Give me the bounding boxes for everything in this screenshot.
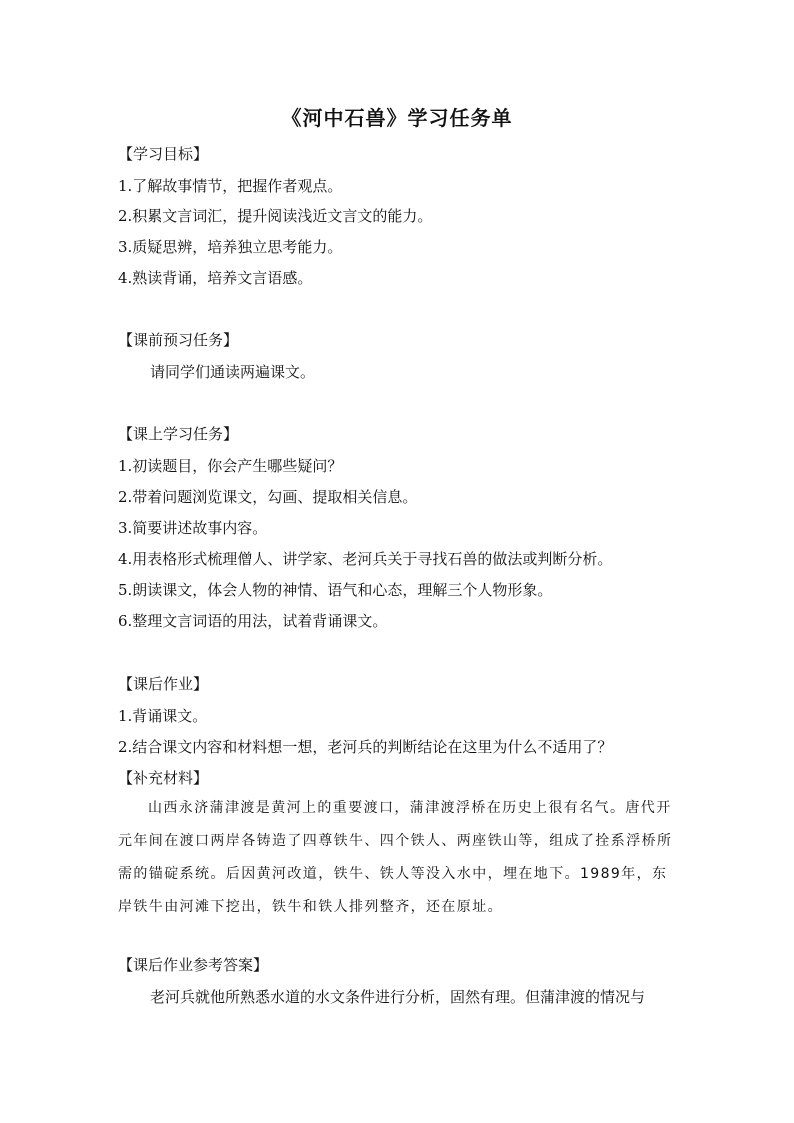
answer-section (118, 987, 688, 1007)
material-paragraph: 山西永济蒲津渡是黄河上的重要渡口，蒲津渡浮桥在历史上很有名气。唐代开元年间在渡口两岸各铸造了四尊铁牛、四个铁人、两座铁山等，组成了拴系浮桥所需的锚碇系统。后因黄河改道，铁牛、铁人等没入水中，埋在地下。1989年，东岸铁牛由河滩下挖出，铁牛和铁人排列整齐，还在原址。 (118, 800, 673, 915)
homework-item: 1.背诵课文。 (118, 707, 208, 725)
goal-item: 2.积累文言词汇，提升阅读浅近文言文的能力。 (118, 207, 433, 225)
homework-heading: 【课后作业】 (118, 675, 209, 693)
inclass-item: 5.朗读课文，体会人物的神情、语气和心态，理解三个人物形象。 (118, 581, 553, 599)
goals-heading: 【学习目标】 (118, 145, 209, 163)
answer-paragraph: 老河兵就他所熟悉水道的水文条件进行分析，固然有理。但蒲津渡的情况与 (150, 988, 646, 1006)
inclass-item: 2.带着问题浏览课文，勾画、提取相关信息。 (118, 488, 418, 506)
goal-item: 4.熟读背诵，培养文言语感。 (118, 269, 313, 287)
inclass-item: 4.用表格形式梳理僧人、讲学家、老河兵关于寻找石兽的做法或判断分析。 (118, 550, 613, 568)
preview-heading: 【课前预习任务】 (118, 331, 239, 349)
homework-item: 2.结合课文内容和材料想一想，老河兵的判断结论在这里为什么不适用了？ (118, 738, 613, 756)
goal-item: 1.了解故事情节，把握作者观点。 (118, 177, 343, 195)
page-title: 《河中石兽》学习任务单 (281, 106, 513, 130)
material-heading: 【补充材料】 (118, 769, 209, 787)
goal-item: 3.质疑思辨，培养独立思考能力。 (118, 238, 343, 256)
inclass-item: 1.初读题目，你会产生哪些疑问？ (118, 457, 343, 475)
inclass-item: 3.简要讲述故事内容。 (118, 519, 268, 537)
supplementary-material (118, 792, 678, 924)
answer-heading: 【课后作业参考答案】 (118, 956, 269, 974)
inclass-heading: 【课上学习任务】 (118, 425, 239, 443)
inclass-item: 6.整理文言词语的用法，试着背诵课文。 (118, 612, 388, 630)
preview-text: 请同学们通读两遍课文。 (150, 363, 316, 381)
